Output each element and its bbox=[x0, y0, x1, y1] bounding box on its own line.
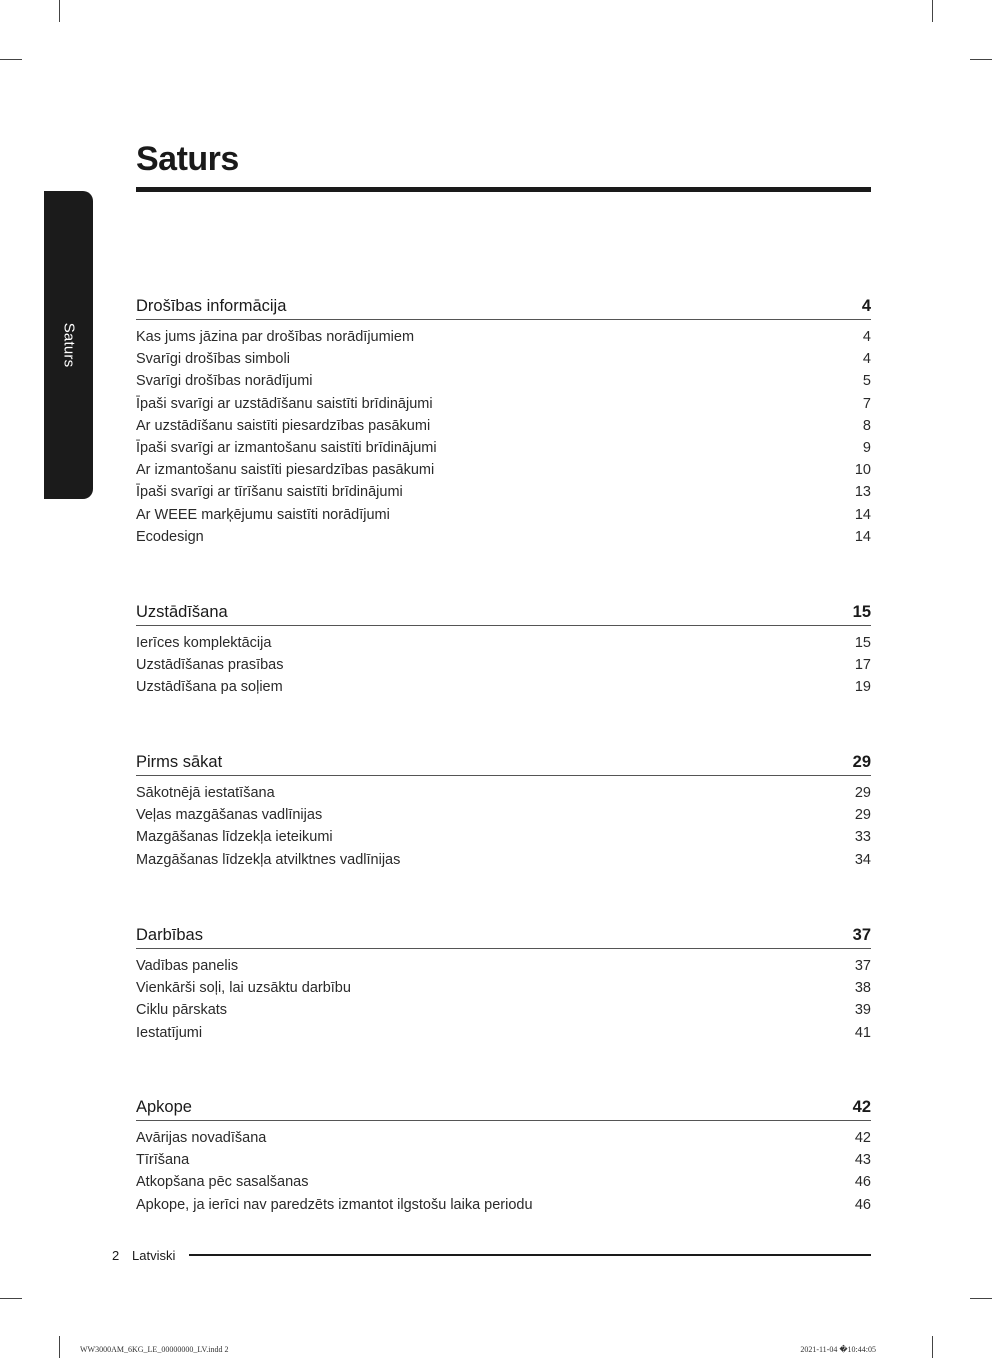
toc-item-label: Atkopšana pēc sasalšanas bbox=[136, 1174, 309, 1191]
toc-item bbox=[136, 632, 871, 654]
toc-item-page: 41 bbox=[854, 1024, 871, 1041]
section-page: 37 bbox=[852, 926, 871, 944]
toc-item-page: 43 bbox=[854, 1152, 871, 1169]
toc-item-page: 5 bbox=[862, 373, 871, 390]
toc-item bbox=[136, 849, 871, 871]
section-title: Pirms sākat bbox=[136, 753, 223, 771]
toc-item-label: Svarīgi drošības simboli bbox=[136, 351, 290, 368]
toc-section bbox=[136, 919, 871, 1044]
toc-item-label: Ar WEEE marķējumu saistīti norādījumi bbox=[136, 506, 390, 523]
toc-item-page: 29 bbox=[854, 807, 871, 824]
crop-mark bbox=[932, 0, 933, 22]
section-page: 15 bbox=[852, 603, 871, 621]
page-footer bbox=[112, 1246, 871, 1264]
toc-section bbox=[136, 596, 871, 699]
toc-item bbox=[136, 999, 871, 1021]
section-header bbox=[136, 290, 871, 320]
toc-item-page: 7 bbox=[862, 395, 871, 412]
page-number: 2 bbox=[112, 1247, 120, 1263]
toc-item-label: Mazgāšanas līdzekļa ieteikumi bbox=[136, 829, 333, 846]
section-title: Darbības bbox=[136, 926, 203, 944]
toc-item bbox=[136, 955, 871, 977]
toc-item-page: 9 bbox=[862, 439, 871, 456]
toc-item-page: 19 bbox=[854, 679, 871, 696]
toc-item-label: Ar uzstādīšanu saistīti piesardzības pasākumi bbox=[136, 417, 431, 434]
toc-item-label: Uzstādīšana pa soļiem bbox=[136, 679, 283, 696]
toc-item-label: Kas jums jāzina par drošības norādījumiem bbox=[136, 329, 415, 345]
toc-item-page: 15 bbox=[854, 635, 871, 651]
toc-item bbox=[136, 1149, 871, 1171]
toc-item-page: 14 bbox=[854, 528, 871, 545]
toc-item-label: Īpaši svarīgi ar tīrīšanu saistīti brīdinājumi bbox=[136, 484, 403, 501]
toc-item-label: Vadības panelis bbox=[136, 958, 239, 974]
crop-mark bbox=[59, 1336, 60, 1358]
crop-mark bbox=[970, 1298, 992, 1299]
title-rule bbox=[136, 187, 871, 192]
section-page: 29 bbox=[852, 753, 871, 771]
section-header bbox=[136, 746, 871, 776]
toc-item-label: Vienkārši soļi, lai uzsāktu darbību bbox=[136, 980, 351, 997]
toc-item-page: 29 bbox=[854, 785, 871, 801]
toc-item-page: 42 bbox=[854, 1130, 871, 1146]
toc-item bbox=[136, 804, 871, 826]
footer-language: Latviski bbox=[132, 1247, 176, 1263]
toc-item-page: 4 bbox=[862, 351, 871, 368]
toc-items bbox=[136, 1127, 871, 1216]
crop-mark bbox=[970, 59, 992, 60]
section-page: 4 bbox=[861, 297, 871, 315]
toc-section bbox=[136, 1091, 871, 1216]
toc-item-page: 34 bbox=[854, 851, 871, 868]
toc-item bbox=[136, 459, 871, 481]
toc-item-page: 39 bbox=[854, 1002, 871, 1019]
toc-items bbox=[136, 782, 871, 871]
toc-item-label: Iestatījumi bbox=[136, 1024, 203, 1041]
toc-section bbox=[136, 290, 871, 548]
crop-mark bbox=[0, 1298, 22, 1299]
section-title: Uzstādīšana bbox=[136, 603, 228, 621]
toc-item-label: Apkope, ja ierīci nav paredzēts izmantot ilgstošu laika periodu bbox=[136, 1196, 533, 1213]
toc-item bbox=[136, 1127, 871, 1149]
toc-item-label: Īpaši svarīgi ar izmantošanu saistīti brīdinājumi bbox=[136, 439, 437, 456]
footer-rule bbox=[189, 1254, 871, 1256]
side-tab-label: Saturs bbox=[60, 322, 77, 368]
toc-item-label: Veļas mazgāšanas vadlīnijas bbox=[136, 807, 323, 824]
toc-item bbox=[136, 654, 871, 676]
toc-item-page: 46 bbox=[854, 1174, 871, 1191]
toc-items bbox=[136, 326, 871, 548]
toc-section bbox=[136, 746, 871, 871]
toc-item-label: Īpaši svarīgi ar uzstādīšanu saistīti brīdinājumi bbox=[136, 395, 433, 412]
toc-item-page: 38 bbox=[854, 980, 871, 997]
page-title: Saturs bbox=[136, 140, 239, 178]
toc-item-label: Tīrīšana bbox=[136, 1152, 190, 1169]
print-slug-file: WW3000AM_6KG_LE_00000000_LV.indd 2 bbox=[80, 1345, 229, 1354]
section-header bbox=[136, 1091, 871, 1121]
toc-item-page: 8 bbox=[862, 417, 871, 434]
crop-mark bbox=[59, 0, 60, 22]
toc-item bbox=[136, 415, 871, 437]
toc-item-page: 37 bbox=[854, 958, 871, 974]
toc-item bbox=[136, 1194, 871, 1216]
print-slug-datetime: 2021-11-04 �10:44:05 bbox=[800, 1345, 876, 1354]
toc-item bbox=[136, 826, 871, 848]
section-title: Apkope bbox=[136, 1098, 192, 1116]
section-page: 42 bbox=[852, 1098, 871, 1116]
toc-item bbox=[136, 676, 871, 698]
toc-item-label: Uzstādīšanas prasības bbox=[136, 657, 284, 674]
toc-item-label: Ar izmantošanu saistīti piesardzības pasākumi bbox=[136, 462, 435, 479]
toc-item bbox=[136, 481, 871, 503]
toc-item bbox=[136, 526, 871, 548]
toc-item-label: Ciklu pārskats bbox=[136, 1002, 228, 1019]
toc-item-page: 10 bbox=[854, 462, 871, 479]
toc-item bbox=[136, 348, 871, 370]
crop-mark bbox=[932, 1336, 933, 1358]
toc-item-label: Svarīgi drošības norādījumi bbox=[136, 373, 313, 390]
toc-item bbox=[136, 977, 871, 999]
toc-item bbox=[136, 393, 871, 415]
toc-item bbox=[136, 504, 871, 526]
toc-item-label: Ecodesign bbox=[136, 528, 204, 545]
side-chapter-tab bbox=[44, 191, 93, 499]
section-header bbox=[136, 596, 871, 626]
toc-item bbox=[136, 326, 871, 348]
toc-item-page: 4 bbox=[862, 329, 871, 345]
toc-item-page: 46 bbox=[854, 1196, 871, 1213]
toc-item-page: 17 bbox=[854, 657, 871, 674]
toc-item-label: Ierīces komplektācija bbox=[136, 635, 272, 651]
toc-item bbox=[136, 1171, 871, 1193]
toc-item-label: Avārijas novadīšana bbox=[136, 1130, 267, 1146]
toc-items bbox=[136, 632, 871, 699]
crop-mark bbox=[0, 59, 22, 60]
section-header bbox=[136, 919, 871, 949]
toc-item bbox=[136, 1022, 871, 1044]
toc-item-page: 33 bbox=[854, 829, 871, 846]
toc-item-label: Mazgāšanas līdzekļa atvilktnes vadlīnijas bbox=[136, 851, 401, 868]
toc-items bbox=[136, 955, 871, 1044]
toc-item bbox=[136, 370, 871, 392]
section-title: Drošības informācija bbox=[136, 297, 287, 315]
toc-item bbox=[136, 437, 871, 459]
toc-item-page: 14 bbox=[854, 506, 871, 523]
toc-item bbox=[136, 782, 871, 804]
toc-item-label: Sākotnējā iestatīšana bbox=[136, 785, 275, 801]
toc-item-page: 13 bbox=[854, 484, 871, 501]
